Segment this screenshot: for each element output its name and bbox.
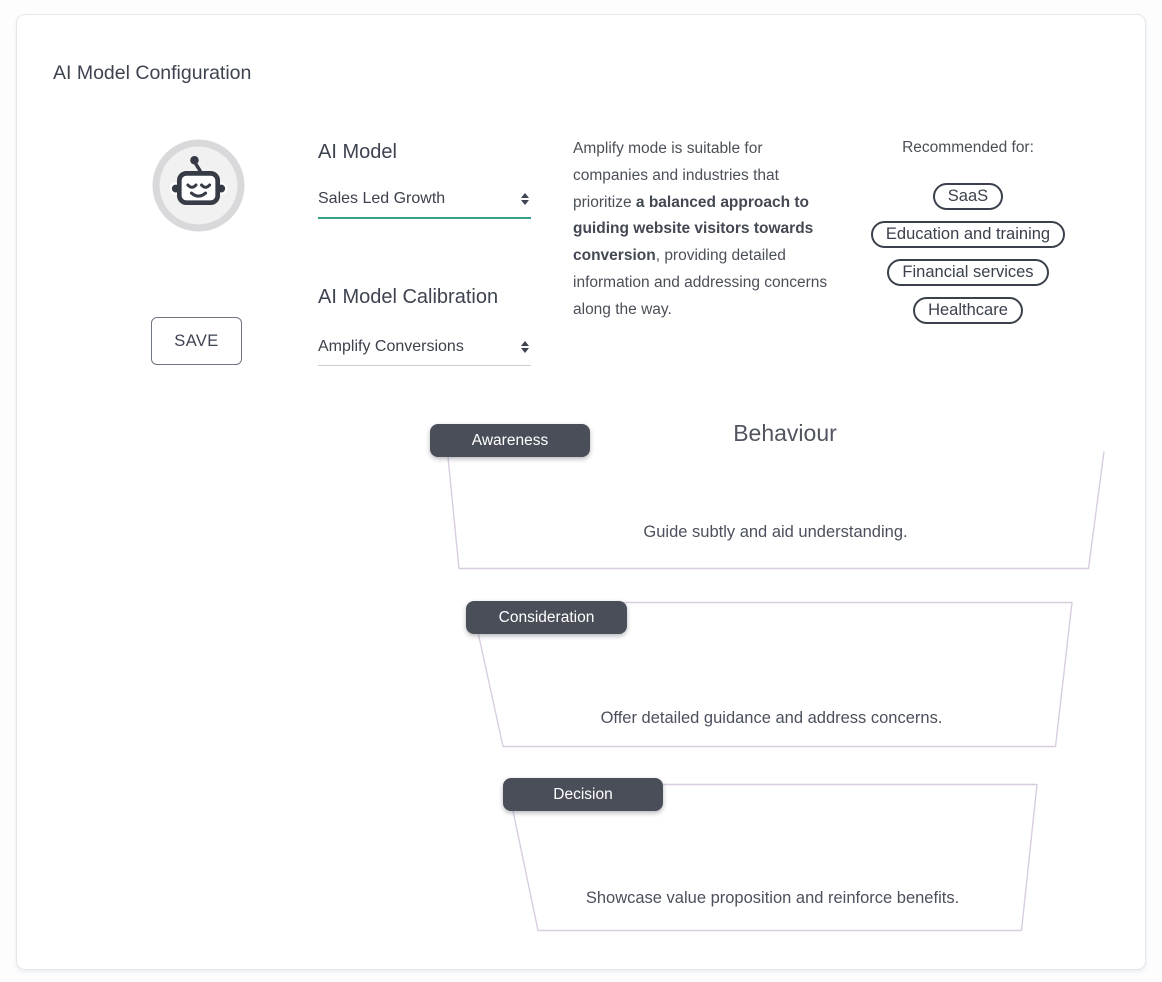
- description-text: Amplify mode is suitable for companies and industries that prioritize: [573, 140, 779, 211]
- mode-description: [573, 136, 841, 324]
- behaviour-title: Behaviour: [733, 420, 837, 446]
- page-title: AI Model Configuration: [53, 62, 252, 84]
- stage-description-awareness: Guide subtly and aid understanding.: [643, 523, 908, 541]
- sort-arrows-icon: [521, 193, 529, 205]
- ai-model-selected-value: Sales Led Growth: [318, 190, 446, 207]
- ai-model-calibration-label: AI Model Calibration: [318, 286, 499, 308]
- stage-badge-awareness: Awareness: [430, 424, 590, 457]
- stage-description-decision: Showcase value proposition and reinforce benefits.: [585, 889, 960, 907]
- robot-icon: [150, 137, 247, 234]
- save-button[interactable]: SAVE: [151, 317, 242, 365]
- recommended-tag: Financial services: [887, 259, 1048, 286]
- recommended-tag: SaaS: [933, 183, 1003, 210]
- ai-model-calibration-select[interactable]: [318, 328, 531, 366]
- recommended-label: Recommended for:: [902, 139, 1034, 156]
- robot-avatar: [150, 137, 247, 234]
- sort-arrows-icon: [521, 341, 529, 353]
- stage-badge-consideration: Consideration: [466, 601, 627, 634]
- recommended-tag: Healthcare: [913, 297, 1023, 324]
- stage-badge-decision: Decision: [503, 778, 663, 811]
- ai-model-label: AI Model: [318, 141, 397, 163]
- ai-model-configuration-card: [16, 14, 1146, 970]
- description-text: , providing detailed information and addressing concerns along the way.: [573, 247, 828, 318]
- recommended-section: [845, 139, 1091, 324]
- description-bold-text: a balanced approach to guiding website visitors towards conversion: [573, 193, 814, 265]
- stage-description-consideration: Offer detailed guidance and address concerns.: [600, 709, 943, 727]
- ai-model-select[interactable]: [318, 181, 531, 219]
- recommended-tag: Education and training: [871, 221, 1065, 248]
- calibration-selected-value: Amplify Conversions: [318, 337, 464, 355]
- recommended-tag-list: [871, 183, 1065, 324]
